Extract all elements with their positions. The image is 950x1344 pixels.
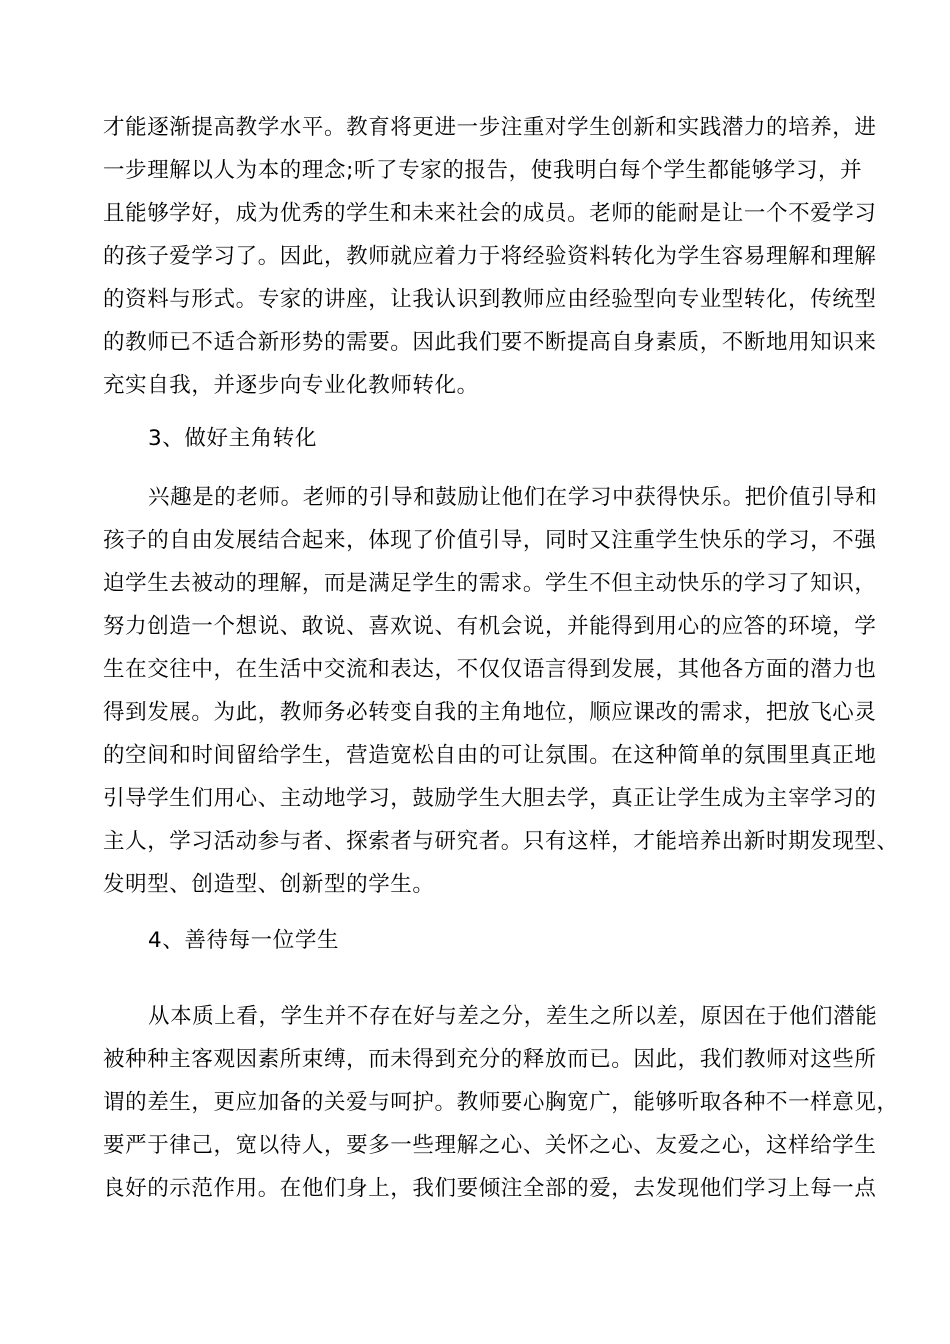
text-line: 的资料与形式。专家的讲座，让我认识到教师应由经验型向专业型转化，传统型	[103, 287, 877, 312]
text-line: 良好的示范作用。在他们身上，我们要倾注全部的爱，去发现他们学习上每一点	[103, 1176, 877, 1201]
text-line: 的孩子爱学习了。因此，教师就应着力于将经验资料转化为学生容易理解和理解	[103, 244, 877, 269]
text-line: 兴趣是的老师。老师的引导和鼓励让他们在学习中获得快乐。把价值引导和	[148, 485, 878, 510]
text-line: 发明型、创造型、创新型的学生。	[103, 872, 435, 897]
text-line: 孩子的自由发展结合起来，体现了价值引导，同时又注重学生快乐的学习，不强	[103, 528, 877, 553]
section-heading-4: 4、善待每一位学生	[148, 928, 340, 953]
text-line: 从本质上看，学生并不存在好与差之分，差生之所以差，原因在于他们潜能	[148, 1004, 878, 1029]
text-line: 才能逐渐提高教学水平。教育将更进一步注重对学生创新和实践潜力的培养，进	[103, 115, 877, 140]
text-line: 谓的差生，更应加备的关爱与呵护。教师要心胸宽广，能够听取各种不一样意见，	[103, 1090, 899, 1115]
text-line: 且能够学好，成为优秀的学生和未来社会的成员。老师的能耐是让一个不爱学习	[103, 201, 877, 226]
text-line: 引导学生们用心、主动地学习，鼓励学生大胆去学，真正让学生成为主宰学习的	[103, 786, 877, 811]
text-line: 充实自我，并逐步向专业化教师转化。	[103, 373, 479, 398]
text-line: 主人，学习活动参与者、探索者与研究者。只有这样，才能培养出新时期发现型、	[103, 829, 899, 854]
text-line: 迫学生去被动的理解，而是满足学生的需求。学生不但主动快乐的学习了知识，	[103, 571, 877, 596]
text-line: 要严于律己，宽以待人，要多一些理解之心、关怀之心、友爱之心，这样给学生	[103, 1133, 877, 1158]
text-line: 得到发展。为此，教师务必转变自我的主角地位，顺应课改的需求，把放飞心灵	[103, 700, 877, 725]
text-line: 的空间和时间留给学生，营造宽松自由的可让氛围。在这种简单的氛围里真正地	[103, 743, 877, 768]
text-line: 的教师已不适合新形势的需要。因此我们要不断提高自身素质，不断地用知识来	[103, 330, 877, 355]
text-line: 被种种主客观因素所束缚，而未得到充分的释放而已。因此，我们教师对这些所	[103, 1047, 877, 1072]
text-line: 生在交往中，在生活中交流和表达，不仅仅语言得到发展，其他各方面的潜力也	[103, 657, 877, 682]
text-line: 努力创造一个想说、敢说、喜欢说、有机会说，并能得到用心的应答的环境，学	[103, 614, 877, 639]
section-heading-3: 3、做好主角转化	[148, 426, 317, 451]
text-line: 一步理解以人为本的理念;听了专家的报告，使我明白每个学生都能够学习，并	[103, 158, 863, 183]
